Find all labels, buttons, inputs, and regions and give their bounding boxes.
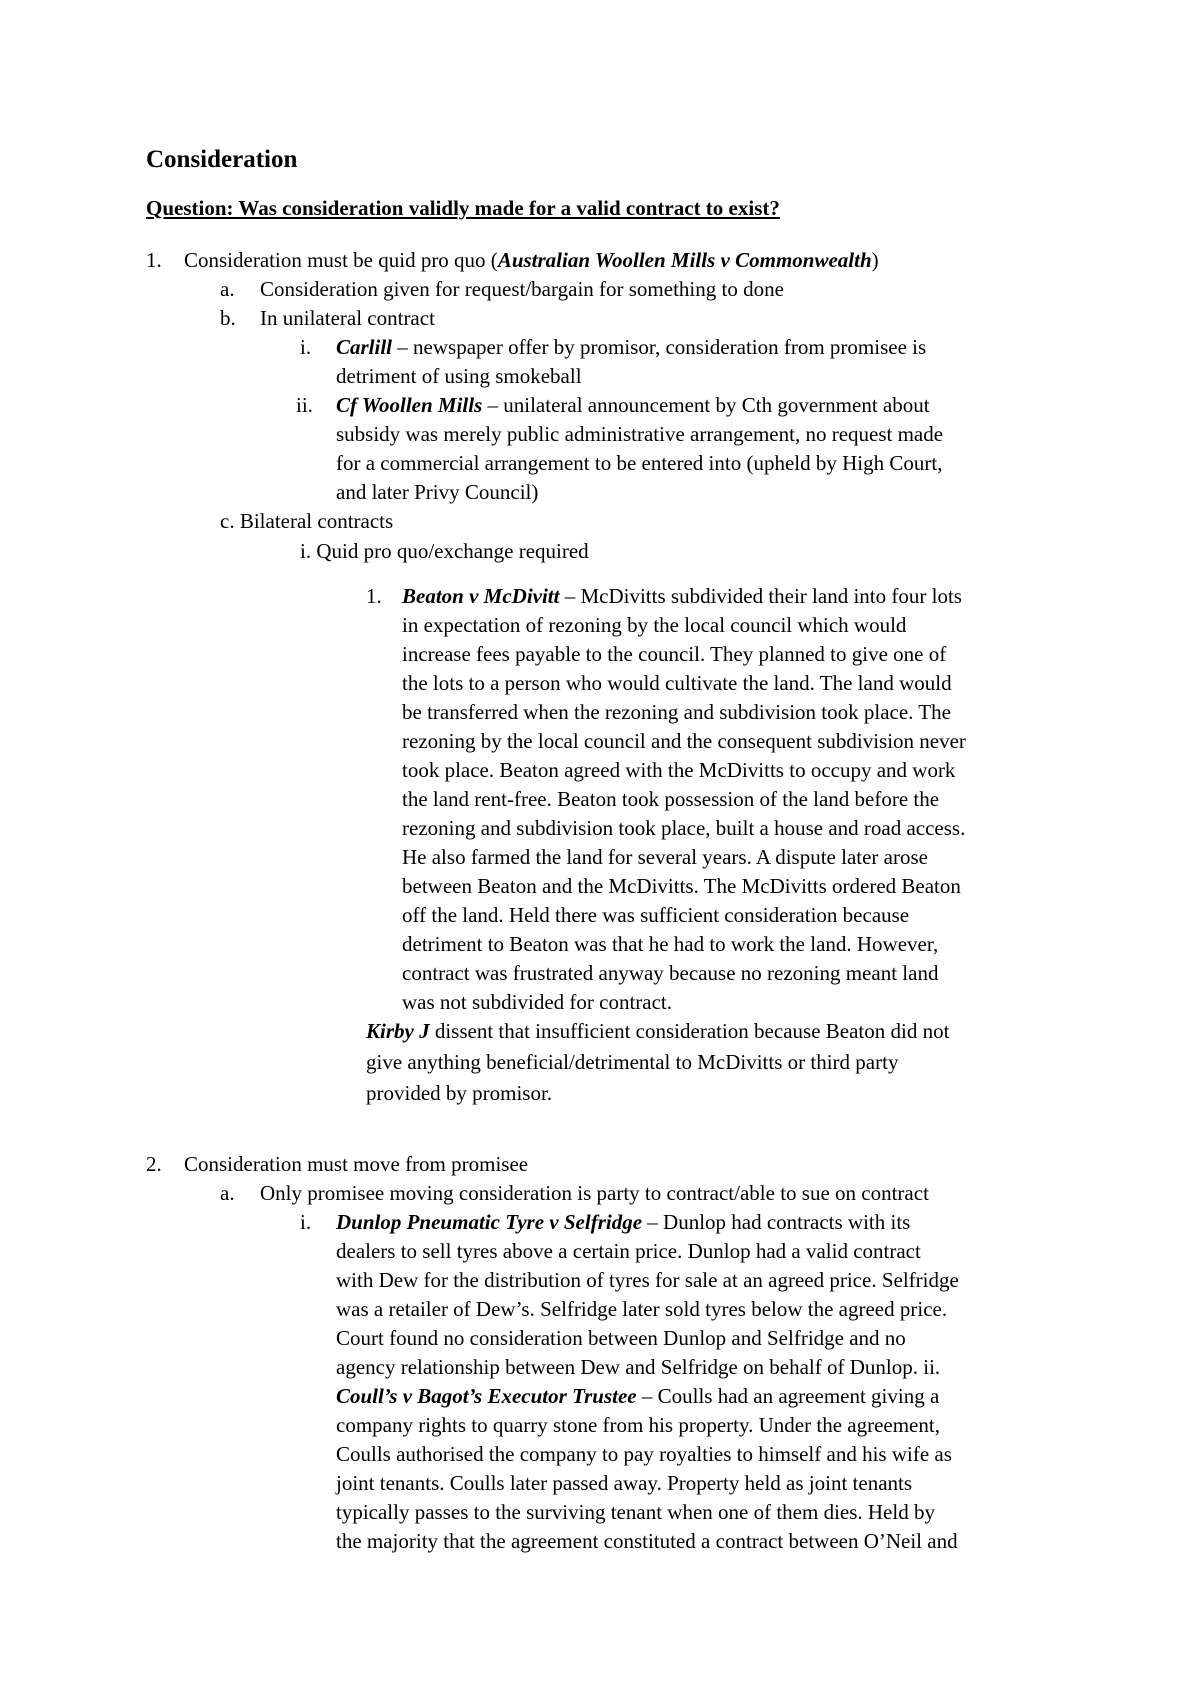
text-line: was a retailer of Dew’s. Selfridge later sold tyres below the agreed price. xyxy=(336,1297,948,1321)
text-line: with Dew for the distribution of tyres for sale at an agreed price. Selfridge xyxy=(336,1268,959,1292)
item-1b-marker: b. xyxy=(220,306,236,330)
text-line: – Dunlop had contracts with its xyxy=(642,1210,911,1234)
item-1bii-marker: ii. xyxy=(296,393,313,417)
text-line: dissent that insufficient consideration because Beaton did not xyxy=(429,1019,950,1043)
case-name: Coull’s v Bagot’s Executor Trustee xyxy=(336,1384,637,1408)
item-1-text: Consideration must be quid pro quo (Australian Woollen Mills v Commonwealth) xyxy=(184,248,879,272)
text-line: the majority that the agreement constituted a contract between O’Neil and xyxy=(336,1529,958,1553)
text-line: Coulls authorised the company to pay royalties to himself and his wife as xyxy=(336,1442,952,1466)
text-line: was not subdivided for contract. xyxy=(402,990,673,1014)
item-2-marker: 2. xyxy=(146,1152,162,1176)
case-name: Kirby J xyxy=(366,1019,430,1043)
item-2-text: Consideration must move from promisee xyxy=(184,1152,529,1176)
text-line: rezoning and subdivision took place, built a house and road access. xyxy=(402,816,966,840)
text-line: be transferred when the rezoning and subdivision took place. The xyxy=(402,700,951,724)
text-line: – Coulls had an agreement giving a xyxy=(636,1384,940,1408)
case-name: Dunlop Pneumatic Tyre v Selfridge xyxy=(336,1210,643,1234)
item-1ci-text: i. Quid pro quo/exchange required xyxy=(300,539,589,563)
text-line: Court found no consideration between Dunlop and Selfridge and no xyxy=(336,1326,906,1350)
text-line: increase fees payable to the council. They planned to give one of xyxy=(402,642,947,666)
item-2ai-marker: i. xyxy=(300,1210,312,1234)
item-1bi-text: Carlill – newspaper offer by promisor, consideration from promisee is detriment of using smokeball xyxy=(336,335,927,388)
item-1bii-text: Cf Woollen Mills – unilateral announcement by Cth government about subsidy was merely public administrative arrangement, no request made for a commercial arrangement to be entered into (upheld by High Court, and later Privy Council) xyxy=(336,393,944,504)
text-line: company rights to quarry stone from his property. Under the agreement, xyxy=(336,1413,940,1437)
text-line: off the land. Held there was sufficient consideration because xyxy=(402,903,910,927)
item-1a-marker: a. xyxy=(220,277,235,301)
text-line: contract was frustrated anyway because no rezoning meant land xyxy=(402,961,939,985)
text-line: in expectation of rezoning by the local council which would xyxy=(402,613,907,637)
text-line: dealers to sell tyres above a certain price. Dunlop had a valid contract xyxy=(336,1239,921,1263)
case-name: Cf Woollen Mills xyxy=(336,393,483,417)
text-line: joint tenants. Coulls later passed away. Property held as joint tenants xyxy=(336,1471,913,1495)
item-1b-text: In unilateral contract xyxy=(260,306,435,330)
text-line: the lots to a person who would cultivate the land. The land would xyxy=(402,671,952,695)
item-1-marker: 1. xyxy=(146,248,162,272)
kirby-paragraph xyxy=(366,1016,949,1109)
beaton-marker: 1. xyxy=(366,584,382,608)
text-line: typically passes to the surviving tenant when one of them dies. Held by xyxy=(336,1500,935,1524)
text-line: – McDivitts subdivided their land into four lots xyxy=(559,584,962,608)
text-line: provided by promisor. xyxy=(366,1081,553,1105)
beaton-paragraph xyxy=(402,582,966,1017)
text-line: detriment to Beaton was that he had to work the land. However, xyxy=(402,932,939,956)
text-line: rezoning by the local council and the consequent subdivision never xyxy=(402,729,966,753)
dunlop-paragraph xyxy=(336,1208,959,1556)
text-line: He also farmed the land for several years. A dispute later arose xyxy=(402,845,928,869)
item-1a-text: Consideration given for request/bargain for something to done xyxy=(260,277,784,301)
item-1c-text: c. Bilateral contracts xyxy=(220,509,394,533)
case-name: Australian Woollen Mills v Commonwealth xyxy=(497,248,872,272)
text-line: give anything beneficial/detrimental to McDivitts or third party xyxy=(366,1050,899,1074)
text-line: agency relationship between Dew and Selfridge on behalf of Dunlop. ii. xyxy=(336,1355,941,1379)
case-name: Beaton v McDivitt xyxy=(402,584,560,608)
item-2a-text: Only promisee moving consideration is party to contract/able to sue on contract xyxy=(260,1181,929,1205)
text-line: took place. Beaton agreed with the McDivitts to occupy and work xyxy=(402,758,956,782)
item-2a-marker: a. xyxy=(220,1181,235,1205)
text-line: between Beaton and the McDivitts. The McDivitts ordered Beaton xyxy=(402,874,961,898)
text-line: the land rent-free. Beaton took possession of the land before the xyxy=(402,787,940,811)
page-title: Consideration xyxy=(146,146,298,173)
item-1bi-marker: i. xyxy=(300,335,312,359)
case-name: Carlill xyxy=(336,335,393,359)
question-heading: Question: Was consideration validly made for a valid contract to exist? xyxy=(146,196,780,220)
